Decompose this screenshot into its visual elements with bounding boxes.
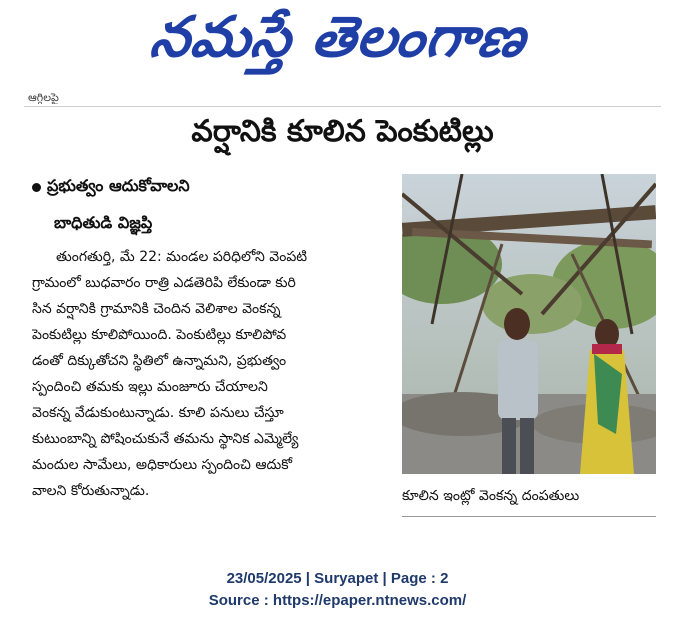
body-line: సిన వర్షానికి గ్రామానికి చెందిన వెలిశాల వెంకన్న [32, 301, 281, 317]
body-line: కుటుంబాన్ని పోషించుకునే తమను స్థానిక ఎమ్మెల్యే [32, 431, 299, 447]
subhead-line-2: బాధితుడి విజ్ఞప్తి [54, 213, 153, 232]
bullet-icon [32, 183, 41, 192]
body-line: తుంగతుర్తి, మే 22: మండల పరిధిలోని వెంపటి [56, 249, 308, 265]
subhead-text: ప్రభుత్వం ఆదుకోవాలని [47, 175, 190, 195]
body-line: వెంకన్న వేడుకుంటున్నాడు. కూలి పనులు చేస్తూ [32, 405, 284, 421]
body-line: పెంకుటిల్లు కూలిపోయింది. పెంకుటిల్లు కూలిపోవ [32, 327, 287, 343]
body-line: వాలని కోరుతున్నాడు. [32, 483, 150, 499]
clipping-divider [24, 106, 661, 107]
article-photo [402, 174, 656, 474]
body-line: గ్రామంలో బుధవారం రాత్రి ఎడతెరిపి లేకుండా కురి [32, 275, 296, 291]
source-url: Source : https://epaper.ntnews.com/ [208, 592, 467, 609]
body-line: డంతో దిక్కుతోచని స్థితిలో ఉన్నామని, ప్రభుత్వం [32, 353, 287, 369]
subhead-bullet-line [32, 174, 190, 200]
body-line: స్పందించి తమకు ఇల్లు మంజూరు చేయాలని [32, 379, 268, 395]
clipped-text-fragment: ఆగ్గిలపై [28, 92, 59, 104]
newspaper-masthead [0, 4, 675, 84]
news-clipping [24, 92, 661, 552]
body-line: మందుల సామేలు, అధికారులు స్పందించి ఆదుకో [32, 457, 293, 473]
photo-caption: కూలిన ఇంట్లో వెంకన్న దంపతులు [402, 488, 580, 504]
caption-divider [402, 516, 656, 517]
article-headline: వర్షానికి కూలిన పెంకుటిల్లు [191, 114, 494, 149]
source-meta: 23/05/2025 | Suryapet | Page : 2 [226, 570, 449, 587]
article-body [32, 244, 400, 504]
source-info [0, 568, 675, 612]
masthead-title: నమస్తే తెలంగాణ [146, 4, 531, 70]
collapsed-house-photo [402, 174, 656, 474]
